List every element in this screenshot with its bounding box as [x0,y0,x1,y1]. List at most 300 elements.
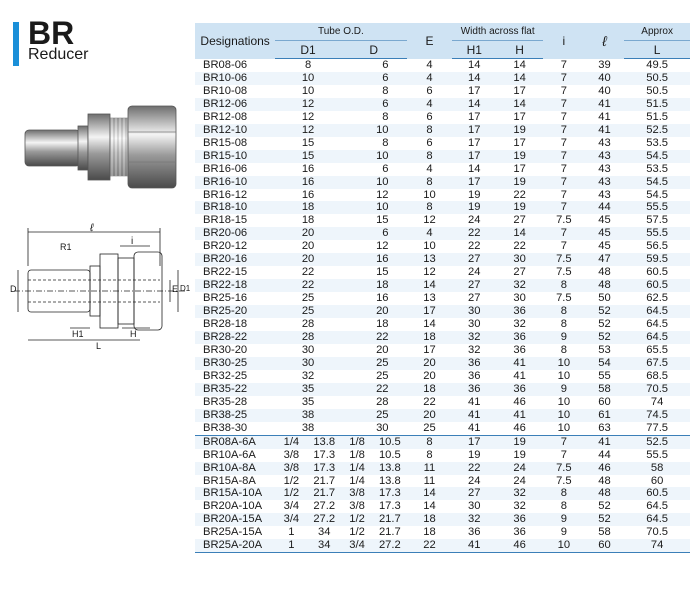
cell-e: 18 [407,513,453,526]
header-h: H [496,41,543,59]
cell-i: 7 [543,98,585,111]
cell-L: 60.5 [646,266,669,279]
cell-d1: 18 [275,201,341,214]
cell-L: 62.5 [646,292,669,305]
cell-h1: 32 [468,343,481,356]
cell-l-small: 52 [585,513,625,526]
cell-d: 20 [376,343,389,356]
cell-i: 7.5 [556,266,572,279]
cell-e: 14 [407,279,453,292]
cell-l-small: 45 [598,240,611,253]
cell-l-small: 54 [585,357,625,370]
table-row [195,513,690,526]
header-tube-od: Tube O.D. [275,23,406,41]
cell-h1: 30 [468,318,481,331]
cell-i: 7 [543,124,585,137]
header-designations: Designations [195,23,275,59]
cell-h: 19 [496,176,543,189]
cell-l-small: 41 [598,110,611,123]
cell-L: 57.5 [646,214,669,227]
cell-h1: 22 [452,462,496,475]
cell-d: 18 [341,279,407,292]
cell-d-mm: 13.8 [378,474,401,487]
spec-table-body [195,59,690,553]
cell-i: 10 [543,539,585,552]
cell-d1: 18 [301,214,315,227]
cell-h1: 17 [452,150,496,163]
cell-l-small: 39 [598,58,611,71]
product-code: BR [28,15,75,51]
table-row [195,124,690,137]
cell-d1: 10 [275,72,341,85]
table-row [195,150,690,163]
cell-d1: 12 [301,110,315,123]
cell-d1: 20 [301,240,315,253]
cell-L: 54.5 [646,188,669,201]
cell-designation: BR22-18 [195,279,275,292]
cell-h: 17 [513,136,526,149]
cell-e: 22 [423,395,436,408]
cell-e: 22 [407,539,453,552]
cell-i: 7.5 [556,214,572,227]
cell-d: 22 [341,331,407,344]
cell-d1: 25 [275,305,341,318]
cell-designation: BR25A-15A [203,526,263,539]
cell-h: 30 [513,292,526,305]
cell-designation: BR20-06 [195,227,275,240]
cell-h: 46 [513,395,526,408]
cell-L: 51.5 [624,98,690,111]
cell-h1: 14 [452,72,496,85]
cell-d: 28 [376,395,389,408]
cell-i: 7 [543,150,585,163]
cell-designation: BR12-06 [195,98,275,111]
cell-l-small: 61 [585,409,625,422]
cell-e: 8 [407,124,453,137]
cell-designation: BR10-08 [203,84,248,97]
table-row [195,475,690,488]
cell-d1-inch: 1/4 [275,435,307,448]
cell-i: 7 [543,227,585,240]
cell-h: 14 [496,72,543,85]
cell-l-small: 40 [585,72,625,85]
cell-d: 25 [341,409,407,422]
cell-d1-inch: 3/4 [283,500,300,513]
cell-l-small: 60 [598,395,611,408]
cell-h1: 17 [468,84,481,97]
table-row [195,98,690,111]
cell-L: 60.5 [624,279,690,292]
cell-h: 46 [496,539,543,552]
cell-i: 7 [543,435,585,448]
table-row [195,111,690,124]
label-e: E [172,284,179,294]
cell-h: 17 [513,162,526,175]
cell-h1: 27 [452,253,496,266]
cell-e: 14 [407,487,453,500]
cell-i: 7 [560,188,567,201]
cell-h1: 32 [452,513,496,526]
cell-h1: 22 [468,240,481,253]
cell-h1: 36 [452,383,496,396]
cell-d: 22 [341,383,407,396]
header-approx: Approx [624,23,690,41]
cell-e: 10 [423,240,436,253]
cell-d: 10 [341,201,407,214]
cell-d-inch: 3/4 [341,539,373,552]
cell-h: 32 [513,500,526,513]
cell-l-small: 52 [598,500,611,513]
cell-i: 8 [560,343,567,356]
label-i: i [131,236,134,247]
cell-designation: BR32-25 [203,369,248,382]
cell-h1: 14 [468,59,481,71]
cell-designation: BR35-22 [195,383,275,396]
cell-d-mm: 10.5 [373,435,406,448]
cell-e: 18 [407,383,453,396]
cell-d1: 35 [275,383,341,396]
cell-d1-mm: 34 [317,526,331,539]
cell-d-inch: 1/2 [349,526,365,539]
cell-d: 6 [341,72,407,85]
cell-d: 10 [341,176,407,189]
cell-l-small: 41 [585,435,625,448]
cell-h1: 17 [452,176,496,189]
cell-d1: 16 [275,176,341,189]
label-L: L [96,341,102,351]
cell-d: 6 [341,98,407,111]
table-row [195,279,690,292]
cell-L: 52.5 [624,435,690,448]
cell-designation: BR22-15 [203,266,248,279]
cell-L: 52.5 [624,124,690,137]
cell-d1-mm: 34 [308,539,341,552]
cell-h: 32 [496,487,543,500]
cell-L: 60.5 [624,487,690,500]
cell-L: 55.5 [646,448,669,461]
table-row [195,500,690,513]
cell-e: 25 [423,421,436,434]
cell-designation: BR28-22 [195,331,275,344]
cell-d1: 15 [275,150,341,163]
cell-h1: 41 [452,409,496,422]
cell-i: 7.5 [543,253,585,266]
cell-i: 7 [560,84,567,97]
cell-designation: BR20A-15A [195,513,275,526]
cell-e: 18 [407,331,453,344]
cell-d1: 20 [275,253,341,266]
cell-h1: 19 [452,201,496,214]
label-r1: R1 [60,242,72,252]
cell-i: 8 [543,487,585,500]
cell-designation: BR15A-8A [203,474,256,487]
cell-d1: 22 [275,279,341,292]
cell-h: 36 [496,331,543,344]
cell-i: 7 [543,201,585,214]
cell-e: 8 [407,150,453,163]
cell-d1-inch: 3/8 [275,462,307,475]
cell-d1: 12 [275,98,341,111]
cell-i: 10 [557,369,571,382]
cell-designation: BR18-15 [203,214,248,227]
cell-l-small: 48 [585,487,625,500]
cell-h: 36 [513,526,526,539]
cell-designation: BR25-20 [195,305,275,318]
cell-e: 20 [407,409,453,422]
cell-l-small: 45 [585,227,625,240]
cell-designation: BR25A-20A [195,539,275,552]
cell-e: 4 [426,162,433,175]
cell-d: 25 [341,357,407,370]
table-row [195,292,690,305]
cell-L: 74.5 [624,409,690,422]
cell-h1: 17 [452,435,496,448]
cell-l-small: 53 [598,343,611,356]
cell-h1: 41 [452,539,496,552]
cell-e: 4 [407,227,453,240]
cell-d1: 30 [275,357,341,370]
cell-h: 36 [496,513,543,526]
cell-L: 50.5 [624,72,690,85]
cell-i: 7 [560,110,567,123]
cell-d: 6 [382,162,389,175]
cell-h: 19 [496,435,543,448]
cell-designation: BR12-08 [203,110,248,123]
cell-l-small: 48 [598,266,611,279]
cell-l-small: 43 [598,162,611,175]
cell-e: 20 [407,357,453,370]
table-row [195,539,690,552]
cell-l-small: 43 [598,188,611,201]
cell-h: 27 [513,266,526,279]
cell-h1: 17 [452,124,496,137]
cell-h: 27 [513,214,526,227]
cell-d1-inch: 1/2 [283,474,300,487]
cell-l-small: 58 [598,526,611,539]
cell-h1: 17 [468,136,481,149]
cell-d1: 15 [301,136,315,149]
cell-l-small: 50 [598,292,611,305]
cell-h1: 24 [468,214,481,227]
cell-designation: BR18-10 [195,201,275,214]
cell-L: 70.5 [624,383,690,396]
cell-d1: 22 [301,266,315,279]
header-d1: D1 [275,41,341,59]
header-d: D [341,41,407,59]
table-row [195,176,690,189]
cell-e: 17 [423,343,436,356]
cell-h1: 36 [468,369,481,382]
table-row [195,59,690,72]
cell-designation: BR10-06 [195,72,275,85]
table-row [195,396,690,409]
cell-d: 15 [376,266,389,279]
cell-h1: 41 [468,395,481,408]
cell-h: 30 [496,253,543,266]
cell-L: 64.5 [646,500,669,513]
cell-h: 17 [513,84,526,97]
cell-designation: BR15A-10A [195,487,275,500]
table-row [195,266,690,279]
cell-i: 7.5 [543,462,585,475]
cell-i: 7 [560,448,567,461]
cell-designation: BR20-12 [203,240,248,253]
cell-e: 18 [423,526,436,539]
table-row [195,383,690,396]
table-row [195,449,690,462]
cell-h1: 27 [468,292,481,305]
cell-h: 22 [513,240,526,253]
cell-e: 8 [407,201,453,214]
cell-d: 16 [341,253,407,266]
cell-designation: BR30-25 [195,357,275,370]
cell-L: 54.5 [624,176,690,189]
cell-i: 8 [543,305,585,318]
label-h1: H1 [72,329,84,339]
table-row [195,189,690,202]
cell-e: 20 [423,369,436,382]
cell-d-mm: 21.7 [378,526,401,539]
table-row [195,214,690,227]
cell-d-mm: 10.5 [378,448,401,461]
cell-h: 36 [513,343,526,356]
cell-l-small: 58 [585,383,625,396]
table-row [195,370,690,383]
cell-d-mm: 27.2 [373,539,406,552]
table-row [195,357,690,370]
cell-d: 18 [376,318,389,331]
cell-h1: 24 [468,266,481,279]
cell-e: 6 [426,84,433,97]
cell-d1-mm: 27.2 [308,513,341,526]
cell-i: 8 [560,500,567,513]
cell-h1: 17 [468,110,481,123]
cell-e: 8 [407,435,453,448]
cell-h1: 27 [452,487,496,500]
table-row [195,227,690,240]
cell-d: 6 [382,59,389,71]
cell-d: 10 [341,150,407,163]
cell-d: 16 [376,292,389,305]
cell-d1-mm: 17.3 [313,448,336,461]
cell-designation: BR10A-6A [203,448,256,461]
cell-h: 14 [496,98,543,111]
cell-i: 7 [560,162,567,175]
cell-designation: BR10A-8A [195,462,275,475]
cell-d1-inch: 3/4 [275,513,307,526]
cell-h: 14 [513,59,526,71]
cell-i: 9 [543,331,585,344]
cell-L: 70.5 [646,526,669,539]
table-row [195,422,690,435]
cell-d1: 10 [301,84,315,97]
cell-d1: 20 [275,227,341,240]
cell-designation: BR30-20 [203,343,248,356]
cell-i: 9 [543,383,585,396]
cell-h1: 32 [452,331,496,344]
cell-h1: 36 [468,526,481,539]
table-row [195,137,690,150]
cell-L: 74 [650,395,664,408]
cell-h: 22 [513,188,526,201]
cell-e: 12 [423,266,436,279]
cell-d: 30 [376,421,389,434]
cell-i: 8 [543,279,585,292]
cell-e: 14 [423,500,436,513]
cell-h: 41 [496,409,543,422]
cell-l-small: 52 [585,331,625,344]
cell-h1: 36 [452,357,496,370]
header-l-small: ℓ [585,23,625,59]
accent-bar [13,22,19,66]
cell-d-mm: 17.3 [373,487,406,500]
cell-designation: BR16-12 [203,188,248,201]
cell-h: 36 [496,383,543,396]
cell-designation: BR15-08 [203,136,248,149]
table-row [195,85,690,98]
spec-table [195,23,690,553]
cell-i: 7 [560,240,567,253]
cell-h: 32 [496,279,543,292]
cell-i: 10 [557,421,571,434]
cell-designation: BR38-25 [195,409,275,422]
table-row [195,331,690,344]
cell-d1-mm: 27.2 [313,500,336,513]
cell-h: 36 [496,305,543,318]
cell-d: 8 [382,136,389,149]
cell-d: 12 [376,240,389,253]
cell-designation: BR08A-6A [195,435,275,448]
cell-e: 14 [423,318,436,331]
table-row [195,72,690,85]
cell-l-small: 60 [585,539,625,552]
cell-designation: BR08-06 [203,58,248,71]
cell-d: 20 [341,305,407,318]
cell-designation: BR38-30 [203,421,248,434]
cell-h1: 41 [468,421,481,434]
cell-h: 19 [513,448,526,461]
cell-d1-mm: 17.3 [308,462,341,475]
cell-e: 4 [426,58,433,71]
cell-d1-mm: 21.7 [308,487,341,500]
cell-h: 46 [513,421,526,434]
cell-l-small: 55 [598,369,611,382]
cell-i: 7.5 [556,474,572,487]
cell-L: 55.5 [624,227,690,240]
cell-h: 32 [513,318,526,331]
cell-l-small: 47 [585,253,625,266]
table-row [195,318,690,331]
cell-d-inch: 1/4 [349,474,365,487]
cell-h1: 14 [468,162,481,175]
table-row [195,435,690,448]
cell-e: 6 [426,110,433,123]
cell-l-small: 52 [598,318,611,331]
product-name: Reducer [28,46,89,63]
cell-d1-inch: 1 [288,526,295,539]
cell-l-small: 45 [598,214,611,227]
cell-h1: 19 [468,188,481,201]
cell-d1: 30 [301,343,315,356]
table-row [195,253,690,266]
cell-i: 9 [560,526,567,539]
cell-l-small: 52 [585,305,625,318]
cell-L: 53.5 [646,136,669,149]
cell-l-small: 48 [598,474,611,487]
cell-d1: 16 [301,188,315,201]
cell-h: 24 [496,462,543,475]
label-d: D [10,284,17,294]
